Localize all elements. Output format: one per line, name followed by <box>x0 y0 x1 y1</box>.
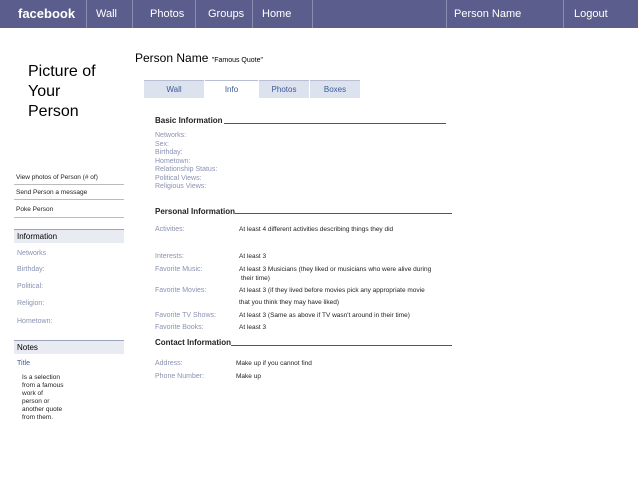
sidebar-divider <box>14 217 124 218</box>
note-excerpt-line: from them. <box>22 414 54 421</box>
view-photos-link[interactable]: View photos of Person (# of) <box>16 174 98 181</box>
basic-sex-label: Sex: <box>155 141 170 148</box>
info-birthday-label: Birthday: <box>17 266 45 273</box>
address-value: Make up if you cannot find <box>236 360 312 367</box>
note-excerpt-line: Is a selection <box>22 374 60 381</box>
sidebar-divider <box>14 184 124 185</box>
basic-political-label: Political Views: <box>155 175 202 182</box>
nav-divider <box>132 0 133 28</box>
activities-value: At least 4 different activities describing things they did <box>239 226 394 233</box>
profile-quote: "Famous Quote" <box>211 57 263 64</box>
section-rule <box>224 123 446 124</box>
nav-photos-link[interactable]: Photos <box>150 8 185 20</box>
info-networks-label: Networks <box>17 250 47 257</box>
phone-number-value: Make up <box>236 373 261 380</box>
section-rule <box>231 345 452 346</box>
activities-label: Activities: <box>155 226 185 233</box>
favorite-music-label: Favorite Music: <box>155 266 203 273</box>
note-excerpt-line: work of <box>22 390 43 397</box>
nav-divider <box>252 0 253 28</box>
basic-networks-label: Networks: <box>155 132 187 139</box>
interests-label: Interests: <box>155 253 184 260</box>
notes-header: Notes <box>14 340 124 354</box>
personal-info-title: Personal Information <box>155 207 236 216</box>
favorite-movies-label: Favorite Movies: <box>155 287 207 294</box>
profile-name: Person Name <box>135 51 209 65</box>
basic-hometown-label: Hometown: <box>155 158 191 165</box>
top-navigation-bar <box>0 0 638 28</box>
favorite-tv-value: At least 3 (Same as above if TV wasn't around in their time) <box>239 312 410 319</box>
section-rule <box>235 213 452 214</box>
note-excerpt-line: another quote <box>22 406 63 413</box>
nav-home-link[interactable]: Home <box>262 8 292 20</box>
send-message-link[interactable]: Send Person a message <box>16 189 88 196</box>
sidebar-divider <box>14 199 124 200</box>
favorite-books-value: At least 3 <box>239 324 267 331</box>
favorite-music-value: At least 3 Musicians (they liked or musicians who were alive during <box>239 266 432 273</box>
basic-religious-label: Religious Views: <box>155 183 207 190</box>
contact-info-title: Contact Information <box>155 338 231 347</box>
note-excerpt <box>22 374 82 422</box>
favorite-music-value-cont: their time) <box>241 275 270 282</box>
note-title-link[interactable]: Title <box>17 360 30 367</box>
nav-divider <box>195 0 196 28</box>
note-excerpt-line: person or <box>22 398 50 405</box>
info-hometown-label: Hometown: <box>17 318 53 325</box>
tab-boxes[interactable]: Boxes <box>310 80 360 98</box>
tab-photos[interactable]: Photos <box>259 80 309 98</box>
basic-info-title: Basic Information <box>155 116 223 125</box>
nav-divider <box>86 0 87 28</box>
picture-label-line: Person <box>28 103 79 120</box>
nav-divider <box>312 0 313 28</box>
nav-divider <box>563 0 564 28</box>
nav-groups-link[interactable]: Groups <box>208 8 245 20</box>
info-religion-label: Religion: <box>17 300 45 307</box>
tab-info[interactable]: Info <box>205 80 258 98</box>
profile-picture-placeholder[interactable] <box>28 62 118 122</box>
favorite-tv-label: Favorite TV Shows: <box>155 312 216 319</box>
profile-header <box>135 51 263 65</box>
poke-link[interactable]: Poke Person <box>16 206 54 213</box>
note-excerpt-line: from a famous <box>22 382 64 389</box>
logout-link[interactable]: Logout <box>574 8 608 20</box>
nav-divider <box>446 0 447 28</box>
information-header: Information <box>14 229 124 243</box>
favorite-movies-value-cont: that you think they may have liked) <box>239 299 340 306</box>
picture-label-line: Your <box>28 83 61 100</box>
address-label: Address: <box>155 360 183 367</box>
basic-birthday-label: Birthday: <box>155 149 183 156</box>
tab-wall[interactable]: Wall <box>144 80 204 98</box>
facebook-logo[interactable]: facebook <box>18 6 76 21</box>
nav-wall-link[interactable]: Wall <box>96 8 117 20</box>
picture-label-line: Picture of <box>28 63 96 80</box>
basic-relationship-label: Relationship Status: <box>155 166 218 173</box>
interests-value: At least 3 <box>239 253 267 260</box>
favorite-movies-value: At least 3 (if they lived before movies pick any appropriate movie <box>239 287 425 294</box>
info-political-label: Political: <box>17 283 44 290</box>
favorite-books-label: Favorite Books: <box>155 324 204 331</box>
phone-number-label: Phone Number: <box>155 373 205 380</box>
nav-profile-name-link[interactable]: Person Name <box>454 8 522 20</box>
